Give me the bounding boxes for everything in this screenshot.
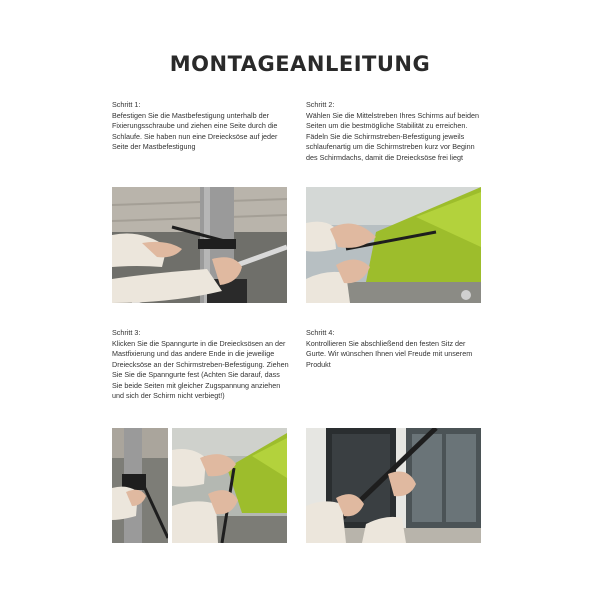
step-3-photo-mast xyxy=(112,428,168,543)
page-title: MONTAGEANLEITUNG xyxy=(169,52,431,76)
step-2-text: Wählen Sie die Mittelstreben Ihres Schirms auf beiden Seiten um die bestmögliche Stabilität zu erreichen. Fädeln Sie die Schirmstreben-Befestigung jeweils schlaufenartig um die Schirmstreben kurz vor Beginn des Schirmdachs, damit die Dreiecksöse frei liegt xyxy=(306,110,479,162)
step-3-heading: Schritt 3: xyxy=(112,328,141,337)
step-4 xyxy=(306,328,486,370)
step-2 xyxy=(306,100,486,163)
step-1 xyxy=(112,100,292,153)
step-4-heading: Schritt 4: xyxy=(306,328,335,337)
step-1-heading: Schritt 1: xyxy=(112,100,141,109)
step-3-photo-clip xyxy=(172,428,287,543)
step-4-text: Kontrollieren Sie abschließend den festen Sitz der Gurte. Wir wünschen Ihnen viel Freude mit unserem Produkt xyxy=(306,338,473,369)
step-3 xyxy=(112,328,292,402)
step-4-photo xyxy=(306,428,481,543)
step-1-text: Befestigen Sie die Mastbefestigung unterhalb der Fixierungsschraube und ziehen eine Seite durch die Schlaufe. Sie haben nun eine Dreiecksöse auf jeder Seite der Mastbefestigung xyxy=(112,110,278,152)
step-2-heading: Schritt 2: xyxy=(306,100,335,109)
step-2-photo xyxy=(306,187,481,303)
step-1-photo xyxy=(112,187,287,303)
step-3-text: Klicken Sie die Spanngurte in die Dreiecksösen an der Mastfixierung und das andere Ende in die jeweilige Dreiecksöse an der Schirmstreben-Befestigung. Ziehen Sie Sie die Spanngurte fest (Achten Sie darauf, dass Sie beide Seiten mit gleicher Zugspannung anziehen und sich der Schirm nicht verbiegt!) xyxy=(112,338,289,401)
